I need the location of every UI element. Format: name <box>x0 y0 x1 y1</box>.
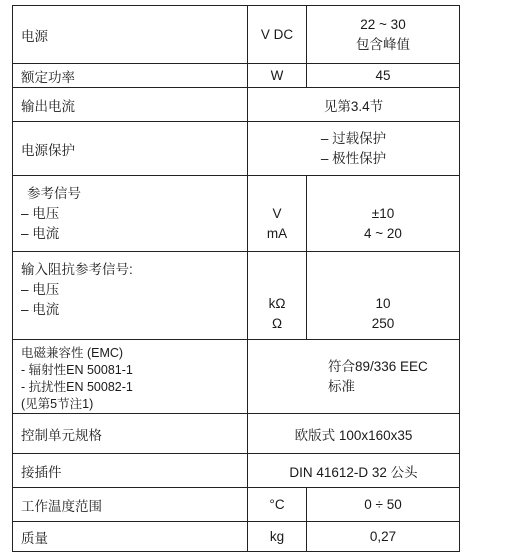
value-line: – 过载保护 <box>320 130 387 146</box>
param-label: 工作温度范围 <box>21 498 102 514</box>
table-row <box>13 252 460 340</box>
sub-param: (见第5节注1) <box>21 397 94 411</box>
value-text: 0 ÷ 50 <box>364 497 402 512</box>
param-cell <box>13 488 248 522</box>
unit-cell <box>248 252 307 340</box>
value-cell <box>307 64 460 88</box>
sub-param: – 电流 <box>21 302 60 317</box>
value-line: 标准 <box>328 378 355 394</box>
param-label: 输出电流 <box>21 98 75 114</box>
value-text: DIN 41612-D 32 公头 <box>289 464 418 480</box>
table-row <box>13 176 460 252</box>
value-cell <box>248 454 460 488</box>
table-row <box>13 414 460 454</box>
unit-label: Ω <box>271 316 283 331</box>
param-label: 电源保护 <box>21 142 75 158</box>
unit-label: W <box>270 68 284 83</box>
param-label: 控制单元规格 <box>21 427 102 443</box>
value-cell <box>248 122 460 176</box>
value-line: ±10 <box>371 206 395 221</box>
param-cell <box>13 252 248 340</box>
param-label: 参考信号 <box>27 186 81 201</box>
unit-label: kΩ <box>268 296 286 311</box>
value-cell <box>307 522 460 552</box>
unit-label: mA <box>266 226 288 241</box>
value-cell <box>307 6 460 64</box>
value-text: 45 <box>375 68 391 83</box>
value-text: 欧版式 100x160x35 <box>294 427 413 443</box>
param-cell <box>13 88 248 122</box>
param-cell <box>13 122 248 176</box>
param-label: 电磁兼容性 (EMC) <box>21 346 124 360</box>
value-text: 见第3.4节 <box>323 98 384 114</box>
table-row <box>13 6 460 64</box>
sub-param: - 辐射性EN 50081-1 <box>21 363 133 377</box>
table-row <box>13 88 460 122</box>
param-label: 质量 <box>21 530 48 546</box>
unit-label: V DC <box>260 27 294 42</box>
param-cell <box>13 176 248 252</box>
value-line: 4 ~ 20 <box>364 226 402 241</box>
param-cell <box>13 522 248 552</box>
value-cell <box>307 488 460 522</box>
param-label: 额定功率 <box>21 69 75 85</box>
unit-label: kg <box>269 529 285 544</box>
value-text: 0,27 <box>369 529 397 544</box>
value-cell <box>307 252 460 340</box>
sub-param: - 抗扰性EN 50082-1 <box>21 380 133 394</box>
value-line: 22 ~ 30 <box>360 16 406 32</box>
param-cell <box>13 454 248 488</box>
value-cell <box>248 88 460 122</box>
unit-label: V <box>272 206 282 221</box>
table-row <box>13 522 460 552</box>
param-label: 电源 <box>21 28 48 44</box>
value-line: – 极性保护 <box>320 150 387 166</box>
unit-cell <box>248 176 307 252</box>
param-cell <box>13 64 248 88</box>
unit-cell <box>248 488 307 522</box>
unit-cell <box>248 64 307 88</box>
value-line: 符合89/336 EEC <box>328 358 428 374</box>
sub-param: – 电压 <box>21 206 60 221</box>
unit-label: °C <box>269 497 285 512</box>
param-label: 输入阻抗参考信号: <box>21 262 133 277</box>
table-row <box>13 454 460 488</box>
table-row <box>13 122 460 176</box>
table-row <box>13 488 460 522</box>
unit-cell <box>248 6 307 64</box>
value-cell <box>307 176 460 252</box>
param-label: 接插件 <box>21 464 62 480</box>
value-line: 10 <box>375 296 391 311</box>
param-cell <box>13 414 248 454</box>
spec-table <box>12 5 460 552</box>
value-cell <box>248 340 460 414</box>
table-row <box>13 340 460 414</box>
sub-param: – 电流 <box>21 226 60 241</box>
value-cell <box>248 414 460 454</box>
table-row <box>13 64 460 88</box>
value-line: 250 <box>371 316 395 331</box>
param-cell <box>13 340 248 414</box>
unit-cell <box>248 522 307 552</box>
param-cell <box>13 6 248 64</box>
value-line: 包含峰值 <box>356 36 410 52</box>
sub-param: – 电压 <box>21 282 60 297</box>
